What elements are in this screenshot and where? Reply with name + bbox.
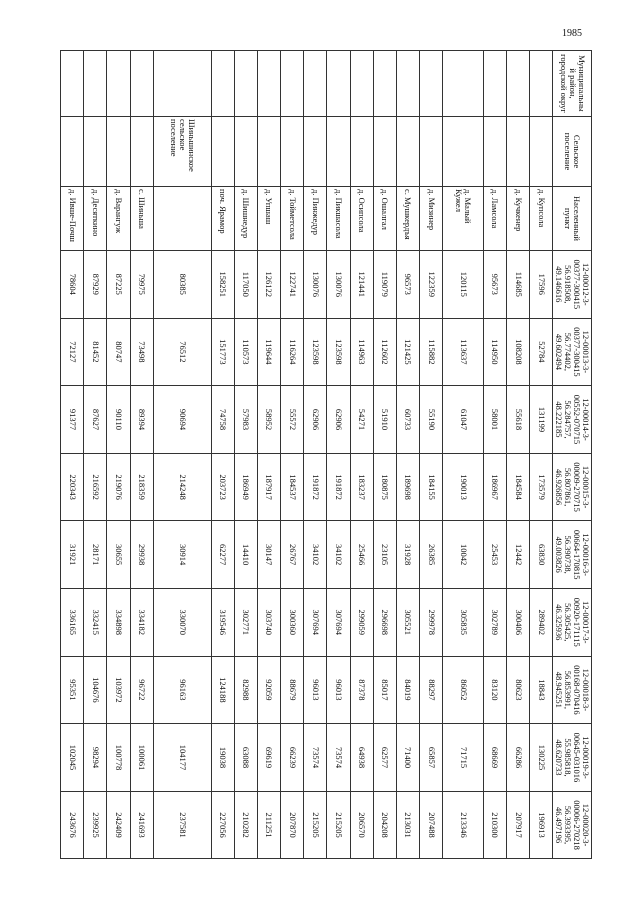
cell-settlement: [304, 117, 327, 187]
cell-distance: 330070: [153, 588, 211, 656]
cell-distance: 218359: [130, 453, 153, 521]
cell-distance: 61047: [443, 386, 484, 454]
table-row: [530, 51, 553, 859]
cell-distance: 332415: [84, 588, 107, 656]
cell-municipality: [107, 51, 130, 117]
table-row: [327, 51, 350, 859]
cell-municipality: [61, 51, 84, 117]
cell-distance: 74758: [211, 386, 234, 454]
header-point-1: [553, 251, 592, 319]
cell-distance: 243676: [61, 791, 84, 859]
cell-distance: 87225: [107, 251, 130, 319]
point-id: 12-00015-3-00009-270715: [572, 462, 591, 512]
cell-distance: 120115: [443, 251, 484, 319]
cell-distance: 85017: [373, 656, 396, 724]
cell-municipality: [443, 51, 484, 117]
cell-distance: 239925: [84, 791, 107, 859]
point-id: 12-00012-3-00377-300415: [572, 259, 591, 310]
cell-distance: 210282: [234, 791, 257, 859]
cell-distance: 213031: [396, 791, 419, 859]
cell-distance: 17596: [530, 251, 553, 319]
cell-distance: 87929: [84, 251, 107, 319]
cell-municipality: [234, 51, 257, 117]
cell-distance: 19038: [211, 724, 234, 792]
point-id: 12-00018-3-00168-070416: [572, 665, 591, 715]
cell-municipality: [373, 51, 396, 117]
cell-municipality: [281, 51, 304, 117]
cell-distance: 123598: [304, 318, 327, 386]
point-id: 12-00014-3-00552-070715: [572, 394, 591, 445]
cell-distance: 90694: [153, 386, 211, 454]
cell-distance: 191872: [304, 453, 327, 521]
cell-distance: 206570: [350, 791, 373, 859]
cell-distance: 100061: [130, 724, 153, 792]
cell-distance: 25453: [483, 521, 506, 589]
header-row: [553, 51, 592, 859]
cell-distance: 186967: [483, 453, 506, 521]
cell-distance: 237581: [153, 791, 211, 859]
table-body: [61, 51, 553, 859]
cell-distance: 114963: [350, 318, 373, 386]
point-id: 12-00019-3-00645-031016: [572, 732, 591, 783]
cell-distance: 84019: [396, 656, 419, 724]
cell-distance: 92059: [257, 656, 280, 724]
cell-distance: 184584: [506, 453, 529, 521]
cell-distance: 119644: [257, 318, 280, 386]
cell-distance: 73574: [304, 724, 327, 792]
cell-locality: д. Малый Кужел: [443, 187, 484, 251]
cell-locality: д. Пикшасола: [327, 187, 350, 251]
table-row: [483, 51, 506, 859]
cell-distance: 299978: [420, 588, 443, 656]
table-row: [153, 51, 211, 859]
cell-distance: 296698: [373, 588, 396, 656]
point-id: 12-00013-3-00377-300415: [572, 327, 591, 377]
cell-distance: 55618: [506, 386, 529, 454]
cell-settlement: [130, 117, 153, 187]
cell-distance: 79975: [130, 251, 153, 319]
header-point-4: [553, 453, 592, 521]
cell-municipality: [396, 51, 419, 117]
cell-distance: 31921: [61, 521, 84, 589]
cell-distance: 300406: [506, 588, 529, 656]
cell-distance: 220343: [61, 453, 84, 521]
cell-distance: 305521: [396, 588, 419, 656]
cell-locality: д. Десяткино: [84, 187, 107, 251]
cell-distance: 187917: [257, 453, 280, 521]
cell-distance: 57983: [234, 386, 257, 454]
cell-distance: 91377: [61, 386, 84, 454]
cell-distance: 34102: [304, 521, 327, 589]
cell-distance: 211251: [257, 791, 280, 859]
cell-distance: 30655: [107, 521, 130, 589]
cell-distance: 62906: [304, 386, 327, 454]
cell-municipality: [530, 51, 553, 117]
point-id: 12-00016-3-00664-170815: [572, 529, 591, 580]
cell-distance: 180875: [373, 453, 396, 521]
cell-distance: 88297: [420, 656, 443, 724]
cell-distance: 73574: [327, 724, 350, 792]
point-coords: 56.774402, 49.602494: [554, 332, 574, 372]
cell-locality: [153, 187, 211, 251]
cell-distance: 108208: [506, 318, 529, 386]
cell-distance: 307694: [327, 588, 350, 656]
cell-settlement: [211, 117, 234, 187]
cell-locality: с. Шиньша: [130, 187, 153, 251]
cell-distance: 66239: [281, 724, 304, 792]
cell-distance: 96013: [304, 656, 327, 724]
table-row: [506, 51, 529, 859]
table-row: [211, 51, 234, 859]
cell-distance: 72127: [61, 318, 84, 386]
cell-distance: 119079: [373, 251, 396, 319]
table-row: [281, 51, 304, 859]
cell-distance: 124188: [211, 656, 234, 724]
cell-distance: 73498: [130, 318, 153, 386]
cell-distance: 65857: [420, 724, 443, 792]
cell-distance: 80385: [153, 251, 211, 319]
cell-distance: 184537: [281, 453, 304, 521]
cell-locality: д. Ивше-Почш: [61, 187, 84, 251]
rotated-table: [60, 50, 592, 858]
cell-distance: 183237: [350, 453, 373, 521]
point-id: 12-00017-3-00920-171115: [572, 597, 591, 647]
cell-distance: 30914: [153, 521, 211, 589]
cell-distance: 95351: [61, 656, 84, 724]
cell-distance: 96013: [327, 656, 350, 724]
cell-distance: 25466: [350, 521, 373, 589]
cell-distance: 102045: [61, 724, 84, 792]
cell-distance: 80623: [506, 656, 529, 724]
table-row: [130, 51, 153, 859]
table-header: [553, 51, 592, 859]
cell-distance: 184155: [420, 453, 443, 521]
table-row: [443, 51, 484, 859]
cell-distance: 219076: [107, 453, 130, 521]
cell-locality: д. Ошалгал: [373, 187, 396, 251]
cell-distance: 31928: [396, 521, 419, 589]
cell-distance: 216592: [84, 453, 107, 521]
point-coords: 56.807861, 46.926856: [554, 467, 574, 507]
table-row: [107, 51, 130, 859]
cell-settlement: [234, 117, 257, 187]
cell-distance: 302789: [483, 588, 506, 656]
cell-distance: 173579: [530, 453, 553, 521]
cell-distance: 189698: [396, 453, 419, 521]
cell-distance: 52784: [530, 318, 553, 386]
cell-distance: 114950: [483, 318, 506, 386]
cell-locality: д. Кучкенер: [506, 187, 529, 251]
header-point-7: [553, 656, 592, 724]
cell-distance: 55190: [420, 386, 443, 454]
table-row: [304, 51, 327, 859]
cell-settlement: [350, 117, 373, 187]
table-row: [234, 51, 257, 859]
table-row: [420, 51, 443, 859]
cell-distance: 83120: [483, 656, 506, 724]
cell-distance: 88679: [281, 656, 304, 724]
cell-distance: 123598: [327, 318, 350, 386]
cell-distance: 28171: [84, 521, 107, 589]
cell-distance: 303740: [257, 588, 280, 656]
cell-distance: 214248: [153, 453, 211, 521]
table-row: [373, 51, 396, 859]
cell-distance: 227056: [211, 791, 234, 859]
cell-distance: 26385: [420, 521, 443, 589]
cell-distance: 71715: [443, 724, 484, 792]
cell-settlement: [61, 117, 84, 187]
cell-distance: 58001: [483, 386, 506, 454]
cell-distance: 289402: [530, 588, 553, 656]
cell-distance: 95673: [483, 251, 506, 319]
cell-distance: 207488: [420, 791, 443, 859]
cell-distance: 151773: [211, 318, 234, 386]
cell-distance: 334182: [130, 588, 153, 656]
cell-distance: 300360: [281, 588, 304, 656]
cell-distance: 62277: [211, 521, 234, 589]
point-coords: 56.390738, 49.003826: [554, 535, 574, 574]
cell-distance: 63088: [234, 724, 257, 792]
cell-municipality: [211, 51, 234, 117]
header-point-9: [553, 791, 592, 859]
table-row: [257, 51, 280, 859]
cell-distance: 121441: [350, 251, 373, 319]
cell-distance: 241693: [130, 791, 153, 859]
cell-distance: 130225: [530, 724, 553, 792]
cell-distance: 207870: [281, 791, 304, 859]
cell-distance: 213346: [443, 791, 484, 859]
cell-distance: 104676: [84, 656, 107, 724]
cell-distance: 98294: [84, 724, 107, 792]
cell-distance: 87378: [350, 656, 373, 724]
cell-distance: 10042: [443, 521, 484, 589]
cell-distance: 68669: [483, 724, 506, 792]
cell-distance: 69619: [257, 724, 280, 792]
cell-distance: 113637: [443, 318, 484, 386]
cell-distance: 104177: [153, 724, 211, 792]
cell-distance: 34102: [327, 521, 350, 589]
cell-settlement: Шиньшинское сельское поселение: [153, 117, 211, 187]
header-settlement: Сельское поселение: [553, 117, 592, 187]
cell-settlement: [443, 117, 484, 187]
cell-distance: 191872: [327, 453, 350, 521]
header-point-2: [553, 318, 592, 386]
cell-distance: 76512: [153, 318, 211, 386]
cell-distance: 103972: [107, 656, 130, 724]
cell-locality: д. Пинжедур: [304, 187, 327, 251]
cell-distance: 26767: [281, 521, 304, 589]
cell-distance: 130076: [304, 251, 327, 319]
distance-table: [60, 50, 592, 859]
cell-municipality: [84, 51, 107, 117]
cell-distance: 121425: [396, 318, 419, 386]
cell-distance: 87627: [84, 386, 107, 454]
cell-distance: 60733: [396, 386, 419, 454]
header-locality: Населенный пункт: [553, 187, 592, 251]
cell-distance: 96722: [130, 656, 153, 724]
cell-distance: 18843: [530, 656, 553, 724]
point-coords: 56.393395, 46.497196: [554, 805, 574, 845]
cell-locality: д. Шишнедур: [234, 187, 257, 251]
cell-settlement: [506, 117, 529, 187]
cell-distance: 334898: [107, 588, 130, 656]
cell-settlement: [281, 117, 304, 187]
cell-distance: 207917: [506, 791, 529, 859]
cell-distance: 319546: [211, 588, 234, 656]
cell-distance: 29938: [130, 521, 153, 589]
cell-distance: 196913: [530, 791, 553, 859]
cell-distance: 90110: [107, 386, 130, 454]
cell-municipality: [420, 51, 443, 117]
cell-distance: 215205: [327, 791, 350, 859]
cell-locality: д. Мизинер: [420, 187, 443, 251]
cell-distance: 30147: [257, 521, 280, 589]
cell-distance: 131199: [530, 386, 553, 454]
point-coords: 56.853991, 48.945251: [554, 670, 574, 709]
cell-distance: 100778: [107, 724, 130, 792]
point-coords: 55.985818, 48.620733: [554, 738, 574, 777]
cell-settlement: [396, 117, 419, 187]
cell-distance: 307694: [304, 588, 327, 656]
cell-settlement: [373, 117, 396, 187]
cell-distance: 82988: [234, 656, 257, 724]
cell-distance: 302771: [234, 588, 257, 656]
cell-distance: 78604: [61, 251, 84, 319]
cell-locality: д. Купсола: [530, 187, 553, 251]
cell-distance: 51910: [373, 386, 396, 454]
cell-distance: 116264: [281, 318, 304, 386]
cell-distance: 80747: [107, 318, 130, 386]
cell-distance: 12442: [506, 521, 529, 589]
cell-distance: 58952: [257, 386, 280, 454]
cell-distance: 117050: [234, 251, 257, 319]
cell-municipality: [130, 51, 153, 117]
point-id: 12-00020-3-00006-270218: [572, 800, 591, 850]
cell-distance: 86052: [443, 656, 484, 724]
cell-distance: 110573: [234, 318, 257, 386]
cell-distance: 203723: [211, 453, 234, 521]
cell-distance: 130076: [327, 251, 350, 319]
cell-distance: 115882: [420, 318, 443, 386]
cell-settlement: [530, 117, 553, 187]
cell-distance: 204208: [373, 791, 396, 859]
cell-municipality: [506, 51, 529, 117]
cell-distance: 299059: [350, 588, 373, 656]
table-row: [84, 51, 107, 859]
cell-distance: 336165: [61, 588, 84, 656]
point-coords: 56.284757, 48.222185: [554, 400, 574, 439]
cell-distance: 96573: [396, 251, 419, 319]
cell-distance: 190013: [443, 453, 484, 521]
cell-settlement: [327, 117, 350, 187]
cell-distance: 158251: [211, 251, 234, 319]
cell-locality: д. Варангуж: [107, 187, 130, 251]
cell-locality: д. Упшаш: [257, 187, 280, 251]
cell-settlement: [257, 117, 280, 187]
table-row: [61, 51, 84, 859]
cell-distance: 215205: [304, 791, 327, 859]
header-point-8: [553, 724, 592, 792]
point-coords: 56.305425, 46.325936: [554, 603, 574, 642]
cell-municipality: [153, 51, 211, 117]
header-point-6: [553, 588, 592, 656]
cell-locality: д. Тойметсола: [281, 187, 304, 251]
header-point-3: [553, 386, 592, 454]
cell-settlement: [420, 117, 443, 187]
cell-distance: 54271: [350, 386, 373, 454]
cell-distance: 305835: [443, 588, 484, 656]
cell-distance: 96163: [153, 656, 211, 724]
cell-locality: д. Ламсола: [483, 187, 506, 251]
cell-settlement: [483, 117, 506, 187]
rotated-table-container: [60, 50, 592, 858]
cell-distance: 122741: [281, 251, 304, 319]
cell-distance: 186949: [234, 453, 257, 521]
cell-settlement: [107, 117, 130, 187]
cell-distance: 66286: [506, 724, 529, 792]
cell-distance: 23105: [373, 521, 396, 589]
cell-distance: 14410: [234, 521, 257, 589]
cell-locality: д. Осипсола: [350, 187, 373, 251]
cell-distance: 64938: [350, 724, 373, 792]
cell-municipality: [350, 51, 373, 117]
cell-municipality: [257, 51, 280, 117]
cell-distance: 71400: [396, 724, 419, 792]
header-municipality: Муниципальный район, городской округ: [553, 51, 592, 117]
cell-distance: 89394: [130, 386, 153, 454]
cell-distance: 210300: [483, 791, 506, 859]
cell-distance: 126122: [257, 251, 280, 319]
cell-distance: 62906: [327, 386, 350, 454]
cell-distance: 242409: [107, 791, 130, 859]
cell-distance: 114685: [506, 251, 529, 319]
cell-municipality: [304, 51, 327, 117]
cell-distance: 55572: [281, 386, 304, 454]
cell-distance: 62577: [373, 724, 396, 792]
cell-distance: 63830: [530, 521, 553, 589]
cell-distance: 112602: [373, 318, 396, 386]
cell-locality: поч. Ярамор: [211, 187, 234, 251]
point-coords: 56.918508, 49.146616: [554, 265, 574, 304]
table-row: [396, 51, 419, 859]
cell-locality: с. Мушкердъя: [396, 187, 419, 251]
cell-distance: 122359: [420, 251, 443, 319]
cell-municipality: [327, 51, 350, 117]
cell-municipality: [483, 51, 506, 117]
page-number: 1985: [562, 28, 582, 39]
cell-distance: 81452: [84, 318, 107, 386]
table-row: [350, 51, 373, 859]
cell-settlement: [84, 117, 107, 187]
header-point-5: [553, 521, 592, 589]
